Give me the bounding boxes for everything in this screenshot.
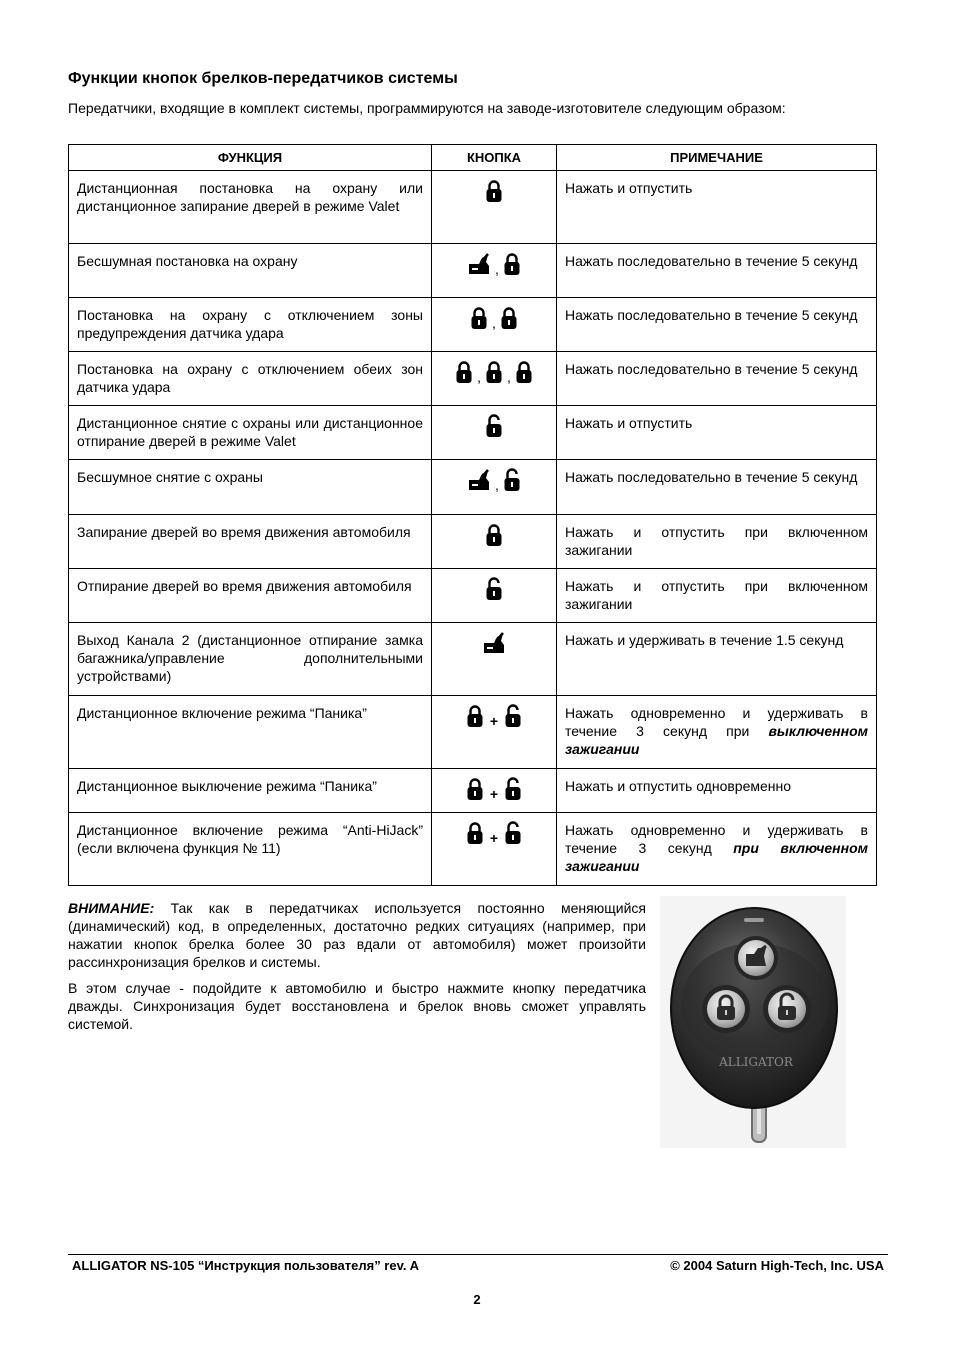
lock-icon (466, 777, 484, 801)
unlock-icon (485, 577, 503, 601)
function-cell: Отпирание дверей во время движения автомобиля (69, 569, 432, 623)
table-header-row (69, 145, 877, 171)
table-row (69, 569, 877, 623)
function-cell: Дистанционное включение режима “Anti-HiJack” (если включена функция № 11) (69, 813, 432, 886)
unlock-icon (504, 821, 522, 845)
lock-icon (455, 360, 473, 384)
plus-sign: + (489, 830, 499, 846)
table-row (69, 298, 877, 352)
button-cell (432, 696, 557, 769)
fob-trunk-button (734, 936, 778, 980)
warning-label: ВНИМАНИЕ: (68, 900, 155, 916)
note-cell: Нажать и отпустить (557, 406, 877, 460)
footer-copyright: © 2004 Saturn High-Tech, Inc. USA (670, 1258, 884, 1273)
table-row (69, 244, 877, 298)
trunk-icon (467, 252, 491, 276)
table-row (69, 171, 877, 244)
function-cell: Дистанционное снятие с охраны или дистанционное отпирание дверей в режиме Valet (69, 406, 432, 460)
lock-icon (485, 179, 503, 203)
lock-icon (466, 704, 484, 728)
lock-icon (466, 821, 484, 845)
note-cell: Нажать и отпустить при включенном зажигании (557, 515, 877, 569)
note-cell: Нажать одновременно и удерживать в течение 3 секунд при включенном зажигании (557, 813, 877, 886)
note-cell: Нажать последовательно в течение 5 секунд (557, 244, 877, 298)
header-note: ПРИМЕЧАНИЕ (557, 145, 877, 171)
note-emphasis: выключенном зажигании (565, 723, 868, 757)
unlock-icon (504, 777, 522, 801)
warning-paragraph-1 (68, 899, 646, 971)
warning-paragraph-2: В этом случае - подойдите к автомобилю и быстро нажмите кнопку передатчика дважды. Синхронизация будет восстановлена и брелок вновь сможет управлять системой. (68, 980, 646, 1032)
note-cell: Нажать и удерживать в течение 1.5 секунд (557, 623, 877, 696)
key-fob-illustration (660, 896, 846, 1148)
button-cell (432, 352, 557, 406)
plus-sign: + (489, 786, 499, 802)
note-cell: Нажать и отпустить (557, 171, 877, 244)
fob-logo: ALLIGATOR (719, 1055, 793, 1069)
warning-text-1: Так как в передатчиках используется постоянно меняющийся (динамический) код, в определенных, достаточно редких ситуациях (например, при нажатии кнопок брелка более 30 раз вдали от автомобиля) может произойти рассинхронизация брелков и системы. (68, 900, 646, 970)
lock-icon (503, 252, 521, 276)
comma-separator: , (492, 315, 496, 331)
button-cell (432, 298, 557, 352)
lock-icon (485, 360, 503, 384)
note-cell: Нажать последовательно в течение 5 секунд (557, 298, 877, 352)
intro-text: Передатчики, входящие в комплект системы, программируются на заводе-изготовителе следующим образом: (68, 100, 786, 116)
table-row (69, 406, 877, 460)
button-cell (432, 569, 557, 623)
button-cell (432, 171, 557, 244)
lock-icon (485, 523, 503, 547)
key-fob-image (660, 896, 846, 1153)
button-cell (432, 769, 557, 813)
function-cell: Постановка на охрану с отключением зоны предупреждения датчика удара (69, 298, 432, 352)
function-cell: Постановка на охрану с отключением обеих зон датчика удара (69, 352, 432, 406)
lock-icon (515, 360, 533, 384)
table-row (69, 696, 877, 769)
note-cell: Нажать одновременно и удерживать в течение 3 секунд при выключенном зажигании (557, 696, 877, 769)
header-button: КНОПКА (432, 145, 557, 171)
function-cell: Дистанционное выключение режима “Паника” (69, 769, 432, 813)
function-cell: Бесшумная постановка на охрану (69, 244, 432, 298)
plus-sign: + (489, 713, 499, 729)
comma-separator: , (507, 369, 511, 385)
footer-title: ALLIGATOR NS-105 “Инструкция пользователя” rev. A (72, 1258, 419, 1273)
button-cell (432, 460, 557, 515)
footer-divider (68, 1254, 888, 1255)
button-cell (432, 813, 557, 886)
function-cell: Дистанционное включение режима “Паника” (69, 696, 432, 769)
comma-separator: , (477, 369, 481, 385)
lock-icon (470, 306, 488, 330)
table-row (69, 769, 877, 813)
unlock-icon (503, 468, 521, 492)
function-cell: Бесшумное снятие с охраны (69, 460, 432, 515)
note-cell: Нажать и отпустить при включенном зажигании (557, 569, 877, 623)
note-cell: Нажать и отпустить одновременно (557, 769, 877, 813)
function-cell: Выход Канала 2 (дистанционное отпирание замка багажника/управление дополнительными устройствами) (69, 623, 432, 696)
table-row (69, 813, 877, 886)
trunk-icon (467, 468, 491, 492)
function-cell: Дистанционная постановка на охрану или дистанционное запирание дверей в режиме Valet (69, 171, 432, 244)
functions-table (68, 144, 877, 886)
comma-separator: , (495, 261, 499, 277)
button-cell (432, 406, 557, 460)
note-cell: Нажать последовательно в течение 5 секунд (557, 352, 877, 406)
lock-icon (500, 306, 518, 330)
comma-separator: , (495, 477, 499, 493)
unlock-icon (485, 414, 503, 438)
button-cell (432, 515, 557, 569)
button-cell (432, 244, 557, 298)
table-row (69, 352, 877, 406)
header-function: ФУНКЦИЯ (69, 145, 432, 171)
page-heading: Функции кнопок брелков-передатчиков системы (68, 70, 458, 87)
trunk-icon (482, 631, 506, 655)
warning-block (68, 899, 646, 1041)
table-row (69, 460, 877, 515)
fob-lock-button (702, 985, 750, 1033)
page-number: 2 (473, 1292, 481, 1307)
table-row (69, 623, 877, 696)
function-cell: Запирание дверей во время движения автомобиля (69, 515, 432, 569)
fob-unlock-button (763, 985, 811, 1033)
button-cell (432, 623, 557, 696)
table-row (69, 515, 877, 569)
note-cell: Нажать последовательно в течение 5 секунд (557, 460, 877, 515)
unlock-icon (504, 704, 522, 728)
note-emphasis: при включенном зажигании (565, 840, 868, 874)
